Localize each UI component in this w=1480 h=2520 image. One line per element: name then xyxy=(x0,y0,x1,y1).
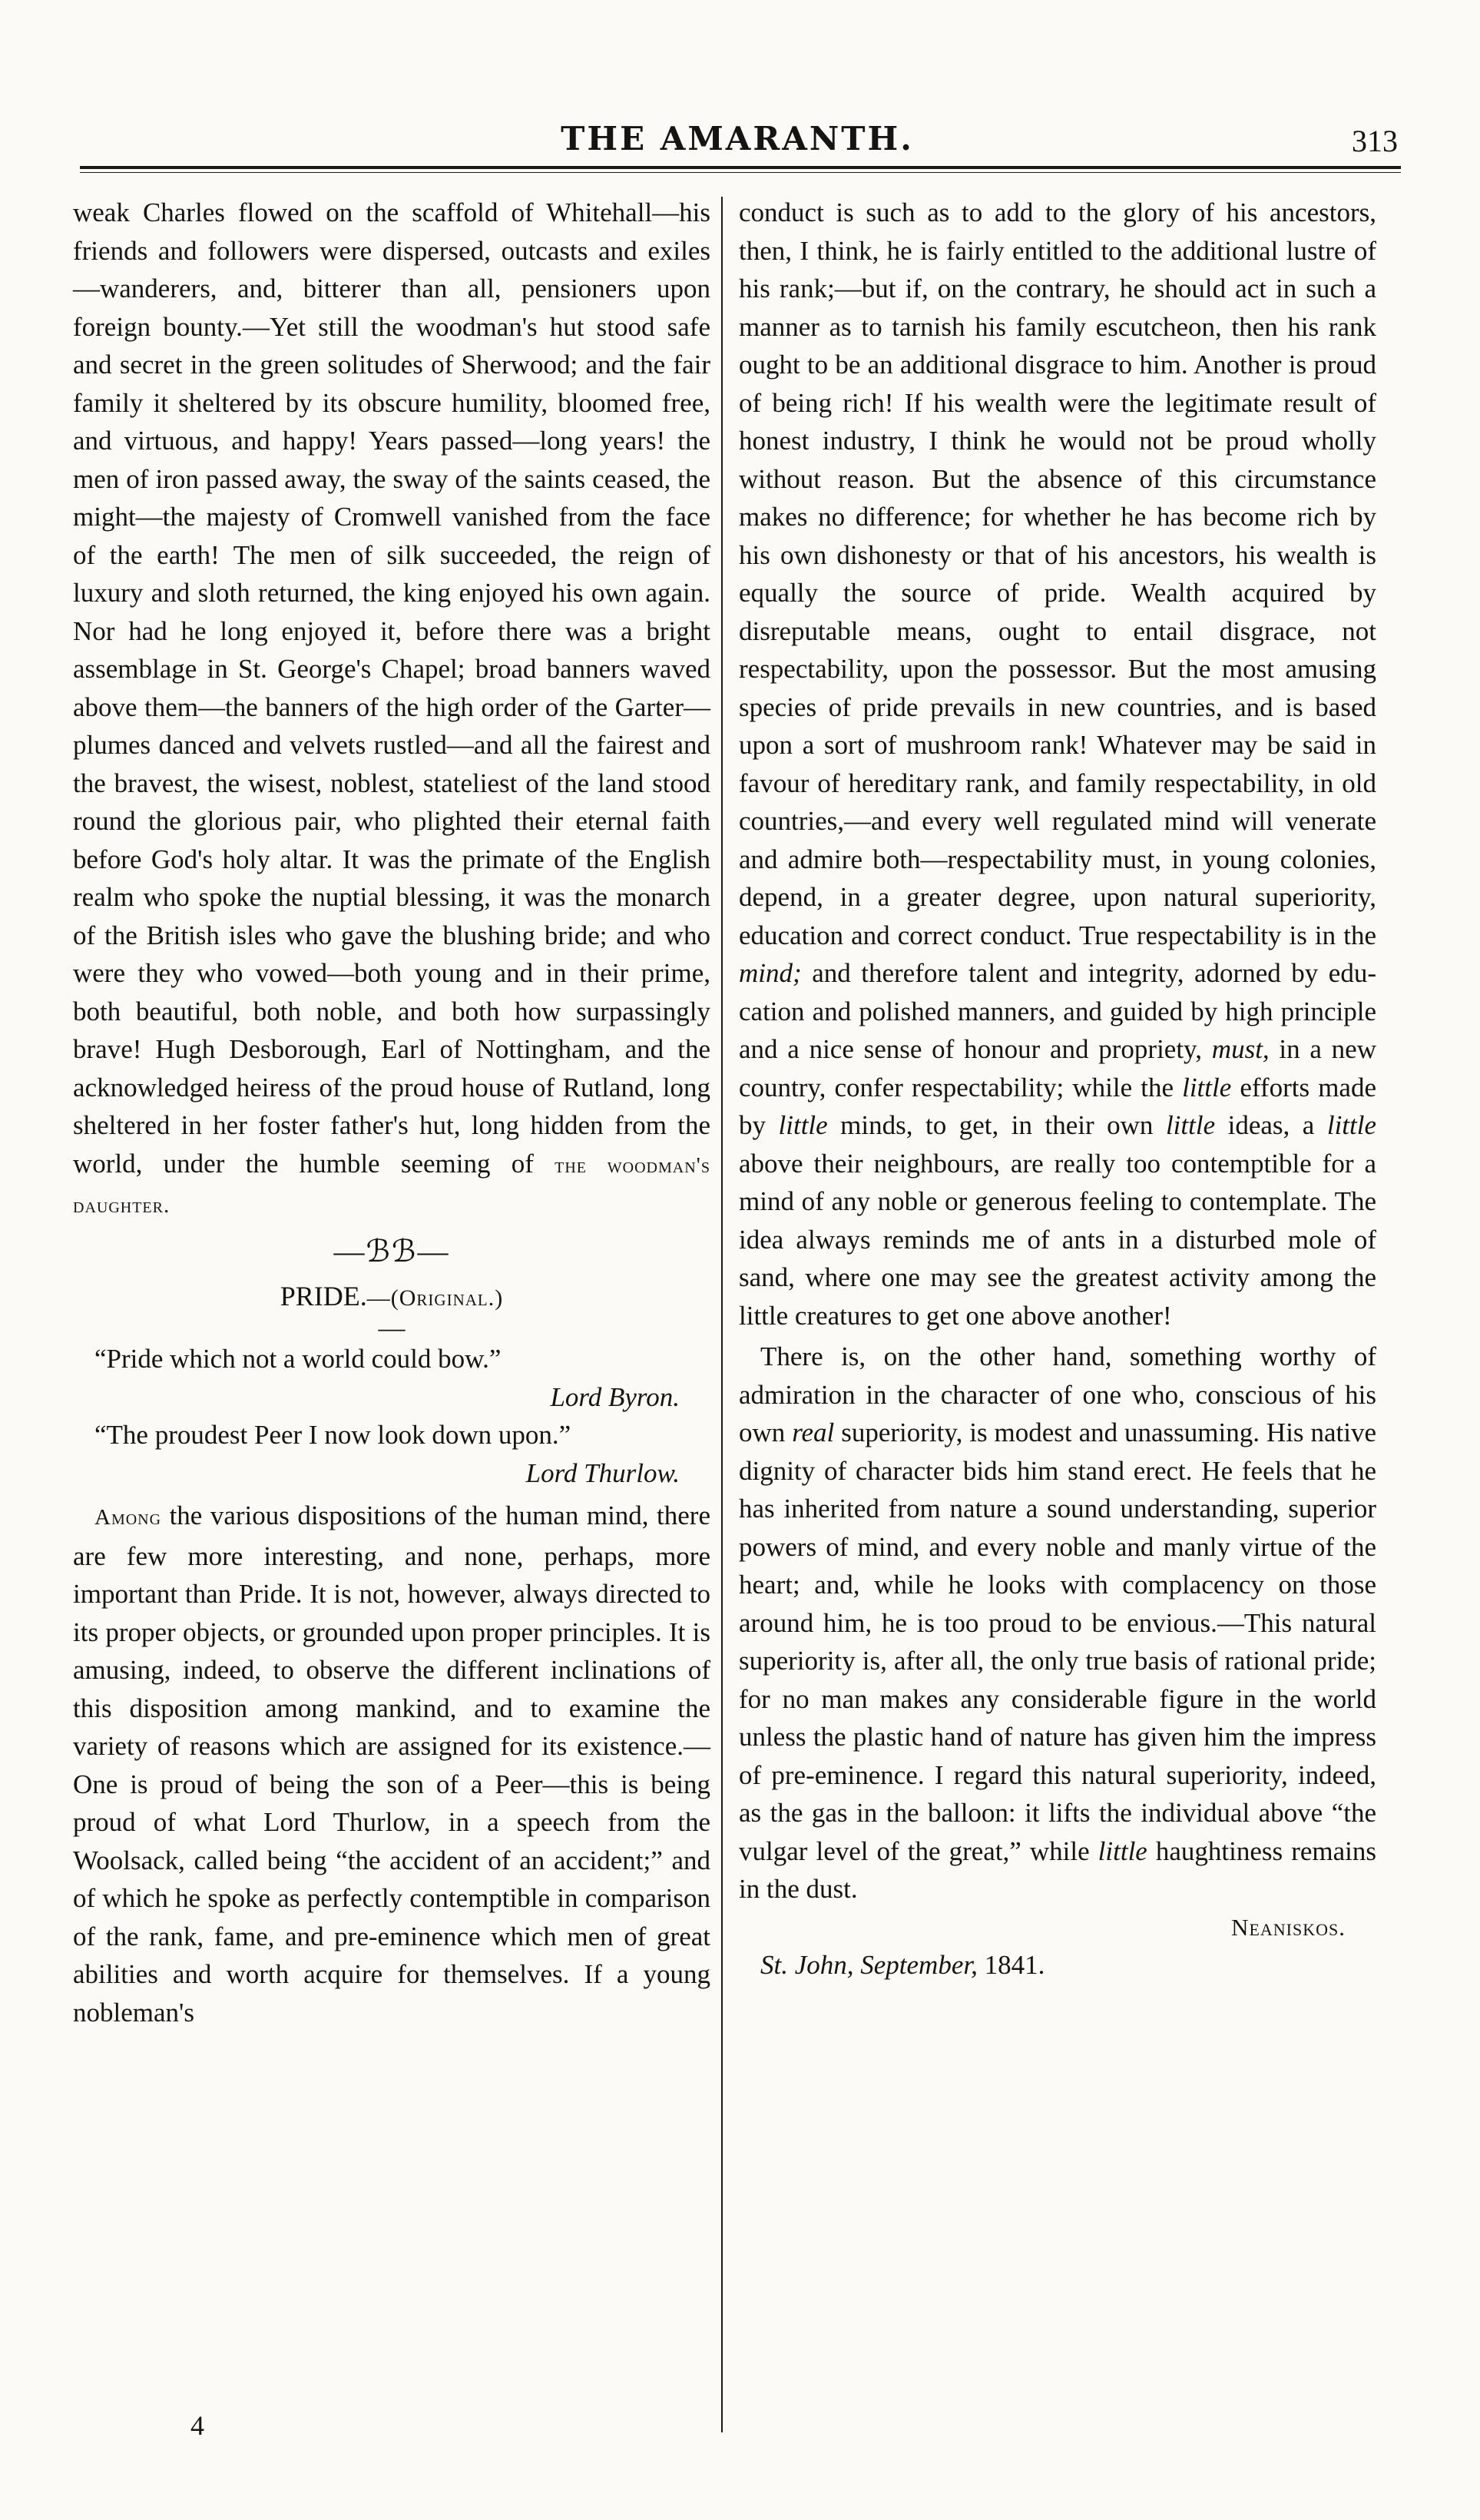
lead-word: Among xyxy=(94,1505,162,1530)
article-subtitle: —(Original.) xyxy=(366,1285,504,1311)
emphasis: little xyxy=(1098,1835,1147,1866)
header-rule-thick xyxy=(80,166,1401,169)
column-divider xyxy=(721,197,723,2432)
running-title: THE AMARANTH. xyxy=(561,120,914,158)
continued-paragraph xyxy=(73,194,710,1225)
text-run: in a new country, confer respectability; while the xyxy=(739,1034,1376,1102)
emphasis: little xyxy=(1182,1072,1232,1102)
text-run: There is, on the other hand, something worthy of admiration in the character of one who, conscious of his own xyxy=(739,1341,1376,1447)
right-paragraph-2 xyxy=(739,1338,1376,1908)
text-run: haughtiness remains in the dust. xyxy=(739,1835,1376,1904)
right-paragraph-1 xyxy=(739,194,1376,1335)
epigraph-2: “The proudest Peer I now look down upon.” xyxy=(94,1420,571,1450)
closing-small-caps: the woodman's daughter. xyxy=(73,1152,710,1218)
text-run: and therefore talent and integrity, adorned by education and polished manners, and guided by high principle and a nice sense of honour and propriety, xyxy=(739,958,1376,1064)
text-run: above their neighbours, are really too contemptible for a mind of any noble or generous feeling to contemplate. The idea always reminds me of ants in a disturbed mole of sand, where one may see the greatest activity among the little creatures to get one above another! xyxy=(739,1148,1376,1331)
ornament-divider: —ℬℬ— xyxy=(333,1233,450,1268)
emphasis: real xyxy=(792,1418,835,1447)
article-paragraph-1-text: the various dispositions of the human mind, there are few more interesting, and none, perhaps, more important than Pride. It is not, however, always directed to its proper objects, or grounded upon proper principles. It is amusing, indeed, to observe the different inclinations of this disposition among mankind, and to examine the variety of reasons which are assigned for its existence.—One is proud of being the son of a Peer—this is being proud of what Lord Thurlow, in a speech from the Woolsack, called being “the accident of an accident;” and of which he spoke as perfectly contemptible in comparison of the rank, fame, and pre-eminence which men of great abilities and worth acquire for themselves. If a young nobleman's xyxy=(73,1500,710,2028)
text-run: conduct is such as to add to the glory of his ancestors, then, I think, he is fairly entitled to the additional lustre of his rank;—but if, on the contrary, he should act in such a manner as to tarnish his family escutcheon, then his rank ought to be an additional disgrace to him. Another is proud of being rich! If his wealth were the legitimate result of honest industry, I think he would not be proud wholly without reason. But the absence of this circumstance makes no difference; for whether he has become rich by his own dishonesty or that of his ancestors, his wealth is equally the source of pride. Wealth acquired by disreputable means, ought to entail disgrace, not respectability, upon the possessor. But the most amusing species of pride prevails in new countries, and is based upon a sort of mushroom rank! Whatever may be said in favour of hereditary rank, and family respectability, in old countries,—and every well regulated mind will venerate and admire both—respectability must, in young colonies, depend, in a greater degree, upon natural superiority, education and correct conduct. True respectability is in the xyxy=(739,197,1376,950)
article-heading xyxy=(73,1278,710,1318)
emphasis: must, xyxy=(1211,1034,1270,1064)
right-column xyxy=(739,194,1376,1984)
emphasis: little xyxy=(1165,1110,1216,1140)
epigraph-2-author: Lord Thurlow. xyxy=(525,1457,680,1488)
dateline-place: St. John, September, xyxy=(760,1950,978,1980)
epigraph-1: “Pride which not a world could bow.” xyxy=(94,1344,502,1374)
printer-signature-mark: 4 xyxy=(190,2410,204,2441)
text-run: efforts made by xyxy=(739,1072,1376,1140)
emphasis: little xyxy=(1326,1110,1376,1140)
header-rule-thin xyxy=(80,172,1401,173)
article-title: PRIDE. xyxy=(280,1280,367,1311)
heading-dash: — xyxy=(378,1313,406,1343)
emphasis: little xyxy=(778,1110,828,1140)
epigraph-1-author: Lord Byron. xyxy=(550,1381,680,1412)
dateline-year: 1841. xyxy=(977,1950,1045,1980)
page-number: 313 xyxy=(1352,124,1398,158)
article-paragraph-1 xyxy=(73,1497,710,2031)
left-column xyxy=(73,194,710,2031)
text-run: minds, to get, in their own xyxy=(827,1110,1166,1140)
text-run: superiority, is modest and unassuming. His native dignity of character bids him stand erect. He feels that he has inherited from nature a sound understanding, superior powers of mind, and every noble and manly virtue of the heart; and, while he looks with complacency on those around him, he is too proud to be envious.—This natural superiority is, after all, the only true basis of rational pride; for no man makes any considerable figure in the world unless the plastic hand of nature has given him the impress of pre-eminence. I regard this natural superiority, indeed, as the gas in the balloon: it lifts the individual above “the vulgar level of the great,” while xyxy=(739,1418,1376,1866)
dateline xyxy=(739,1946,1376,1984)
emphasis: mind; xyxy=(739,958,802,988)
text-run: ideas, a xyxy=(1215,1110,1327,1140)
author-signature: Neaniskos. xyxy=(1231,1913,1346,1941)
continued-text: weak Charles flowed on the scaffold of Whitehall—his friends and followers were dispersed, outcasts and exiles—wanderers, and, bitterer than all, pensioners upon foreign bounty.—Yet still the woodman's hut stood safe and secret in the green solitudes of Sherwood; and the fair family it sheltered by its obscure humility, bloomed free, and virtuous, and happy! Years passed—long years! the men of iron passed away, the sway of the saints ceased, the might—the majesty of Cromwell vanished from the face of the earth! The men of silk succeeded, the reign of luxury and sloth returned, the king enjoyed his own again. Nor had he long enjoyed it, before there was a bright assemblage in St. George's Chapel; broad banners waved above them—the banners of the high order of the Garter—plumes danced and velvets rustled—and all the fairest and the bravest, the wisest, noblest, stateliest of the land stood round the glorious pair, who plighted their eternal faith before God's holy altar. It was the primate of the English realm who spoke the nuptial blessing, it was the monarch of the British isles who gave the blushing bride; and who were they who vowed—both young and in their prime, both beautiful, both noble, and both how surpassingly brave! Hugh Desborough, Earl of Nottingham, and the acknowledged heiress of the proud house of Rutland, long sheltered in her foster father's hut, long hidden from the world, under the humble seeming of xyxy=(73,197,710,1179)
